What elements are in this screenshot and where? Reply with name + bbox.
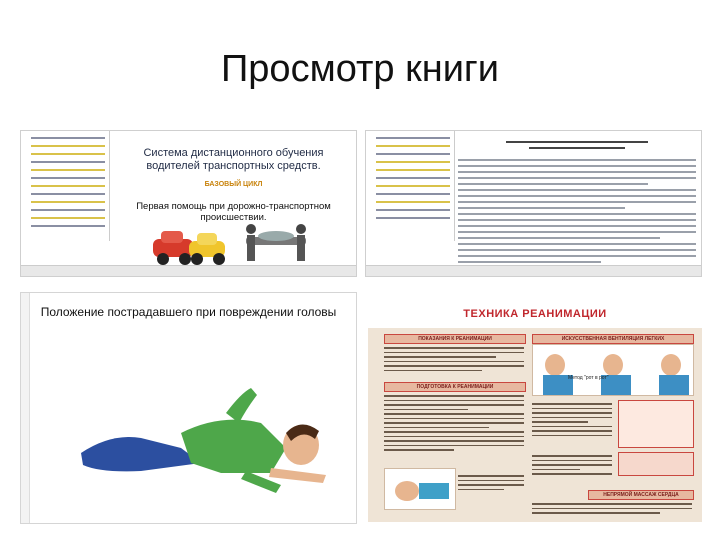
status-bar: [21, 265, 356, 276]
ventilation-illustration: [532, 344, 694, 396]
section-text: [384, 392, 524, 451]
page-title: Просмотр книги: [220, 48, 500, 90]
section-text: [532, 500, 692, 514]
accident-illustration: [151, 219, 321, 269]
thumbnail-text-page[interactable]: [365, 130, 702, 277]
thumbnail-resuscitation-poster[interactable]: [368, 292, 702, 522]
recovery-position-illustration: [71, 353, 351, 503]
section-header: ПОКАЗАНИЯ К РЕАНИМАЦИИ: [384, 334, 526, 344]
caption: Метод "рот в рот": [568, 375, 609, 381]
illustration-caption: Положение пострадавшего при повреждении головы: [40, 305, 337, 319]
navigation-tree: [366, 131, 455, 241]
section-text: [458, 472, 524, 490]
thumbnail-recovery-position[interactable]: [20, 292, 357, 524]
poster-title: ТЕХНИКА РЕАНИМАЦИИ: [463, 308, 607, 320]
status-bar: [366, 265, 701, 276]
course-subtitle: Первая помощь при дорожно-транспортном происшествии.: [136, 201, 331, 223]
course-heading: Система дистанционного обучения водителей транспортных средств.: [143, 147, 324, 172]
section-header: ИСКУССТВЕННАЯ ВЕНТИЛЯЦИЯ ЛЕГКИХ: [532, 334, 694, 344]
illustration-box: [384, 468, 456, 510]
section-header: НЕПРЯМОЙ МАССАЖ СЕРДЦА: [588, 490, 694, 500]
section-text: [532, 400, 612, 436]
page-ruler: [21, 293, 30, 523]
warning-box: [618, 400, 694, 448]
section-header: ПОДГОТОВКА К РЕАНИМАЦИИ: [384, 382, 526, 392]
navigation-tree: [21, 131, 110, 241]
course-cycle-label: БАЗОВЫЙ ЦИКЛ: [204, 181, 263, 188]
document-text-block: [458, 137, 696, 277]
section-text: [532, 452, 612, 475]
thumbnail-title-screen[interactable]: [20, 130, 357, 277]
section-text: [384, 344, 524, 371]
warning-box: [618, 452, 694, 476]
